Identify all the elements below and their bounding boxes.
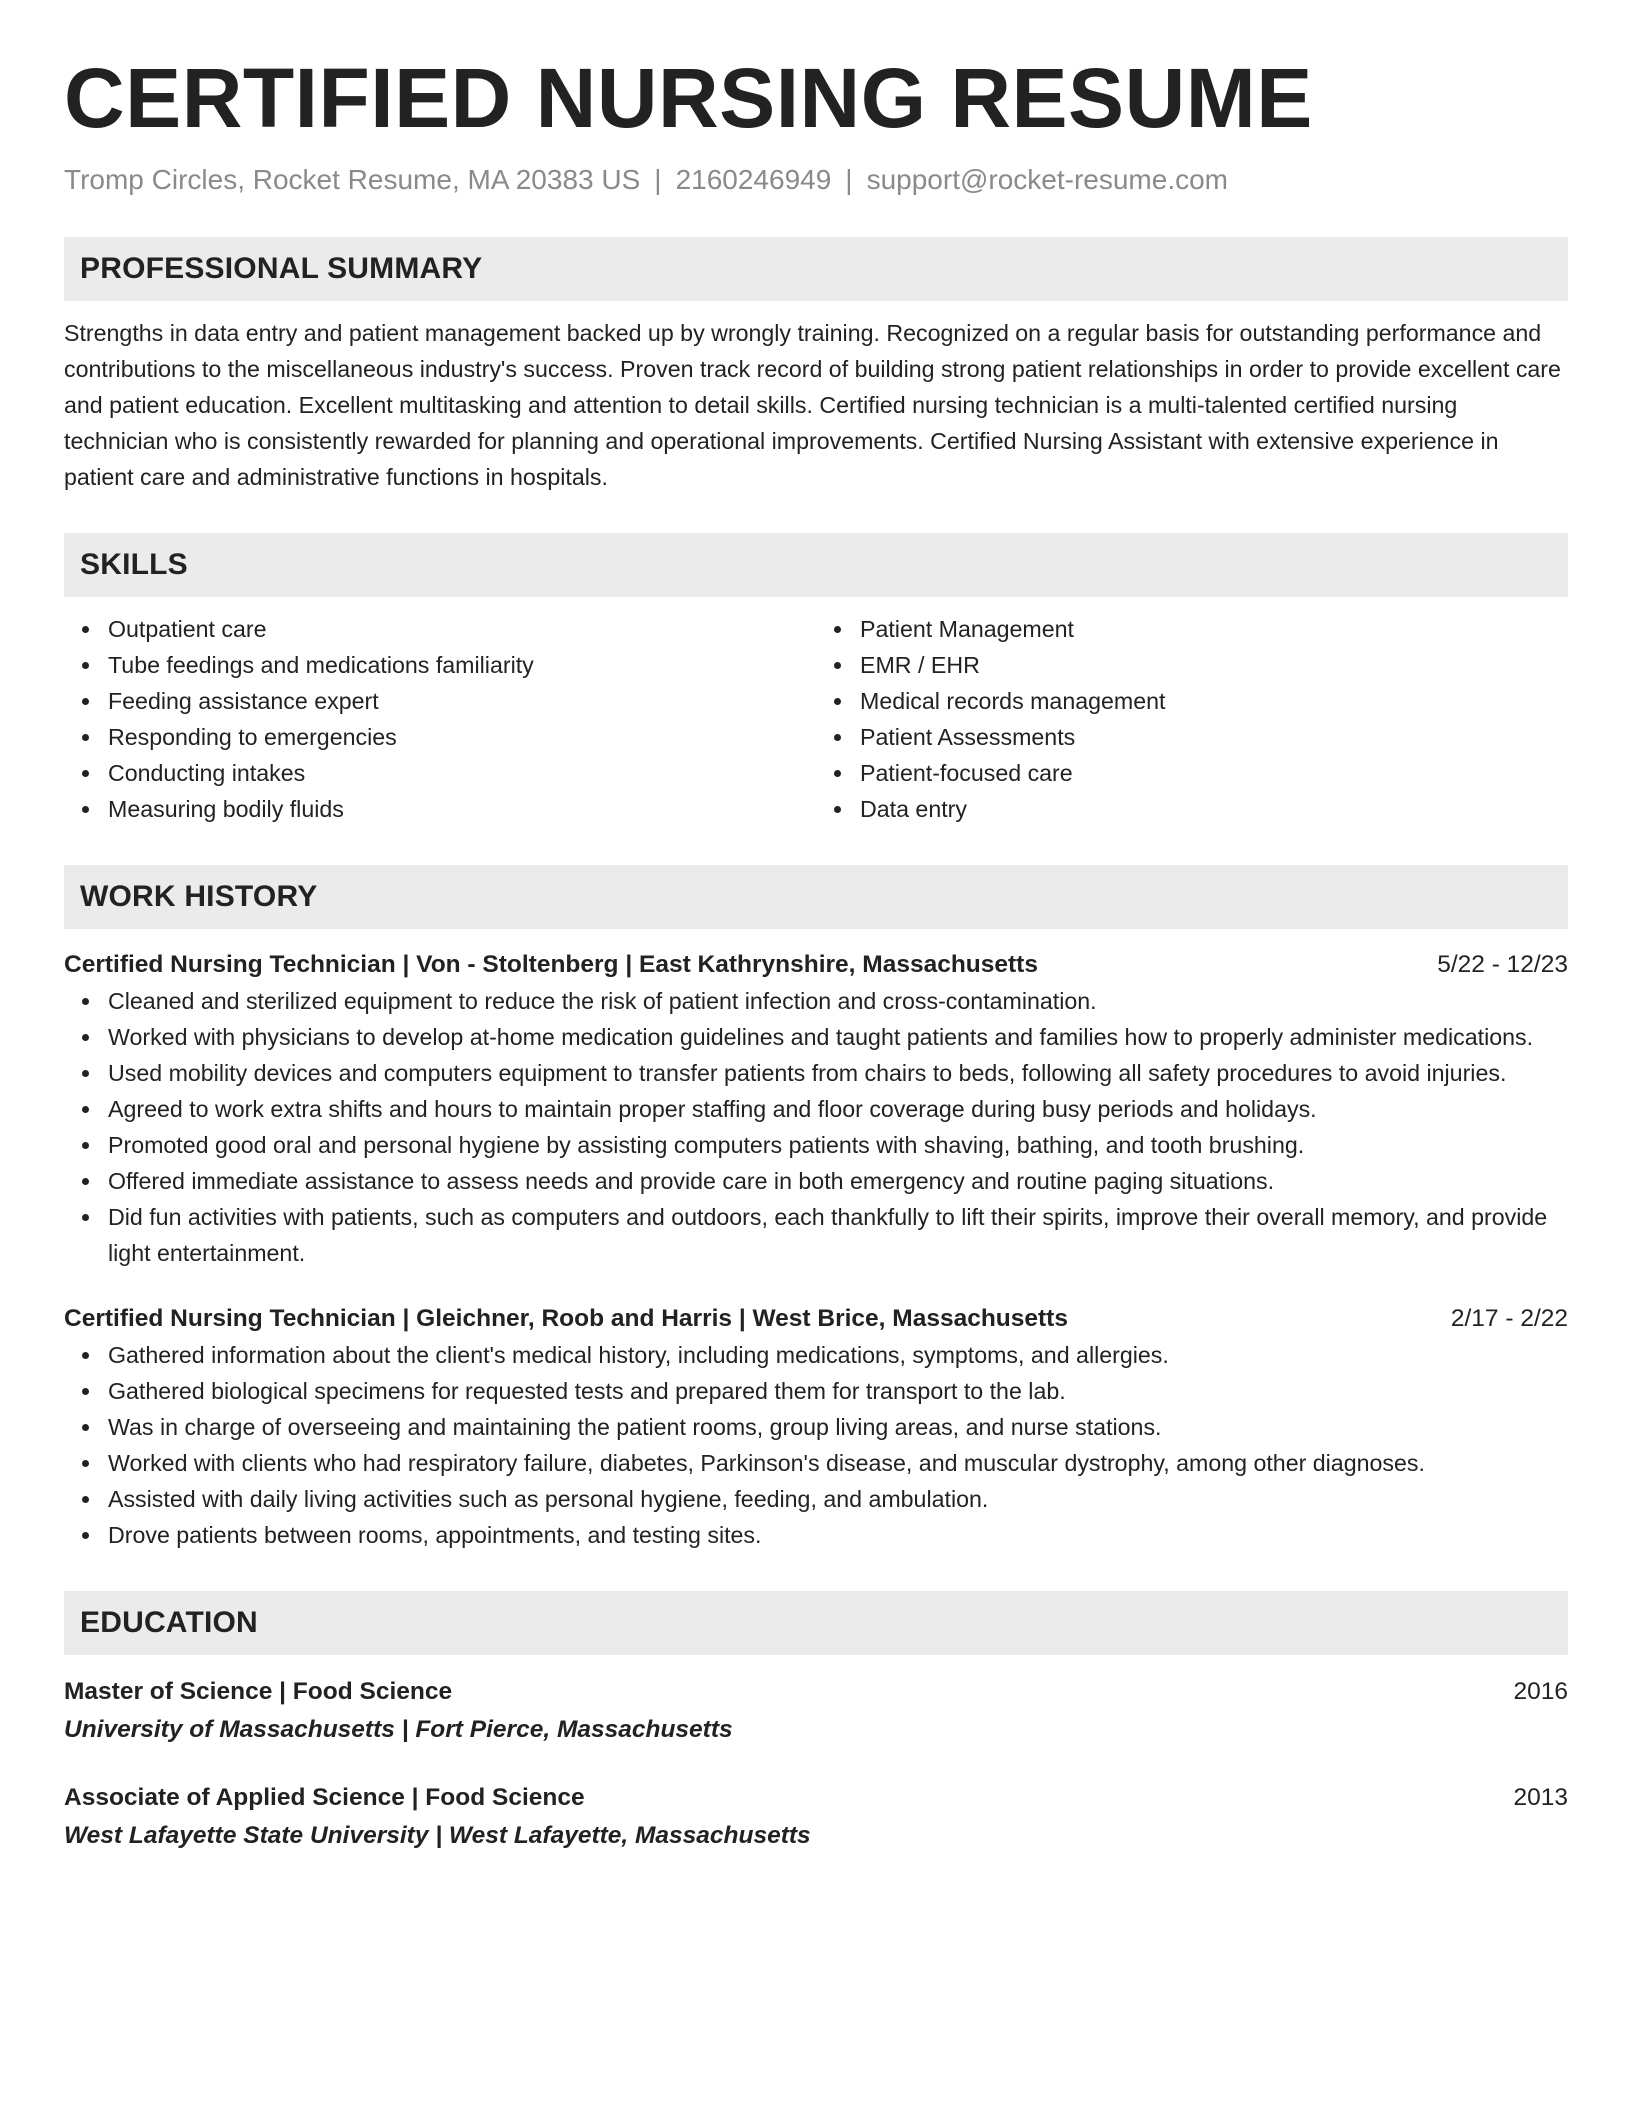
work-history-section xyxy=(64,865,1568,1553)
education-entry xyxy=(64,1779,1568,1855)
job-bullet: Was in charge of overseeing and maintaining the patient rooms, group living areas, and nurse stations. xyxy=(108,1409,1568,1445)
education-year: 2016 xyxy=(1513,1677,1568,1705)
skill-item: Tube feedings and medications familiarity xyxy=(108,647,816,683)
education-school: West Lafayette State University | West Lafayette, Massachusetts xyxy=(64,1821,811,1849)
education-heading: EDUCATION xyxy=(64,1591,1568,1655)
job-bullet: Agreed to work extra shifts and hours to maintain proper staffing and floor coverage during busy periods and holidays. xyxy=(108,1091,1568,1127)
resume-title: CERTIFIED NURSING RESUME xyxy=(64,51,1313,145)
contact-separator: | xyxy=(654,164,662,196)
contact-phone: 2160246949 xyxy=(675,164,832,196)
job-bullet: Worked with physicians to develop at-home medication guidelines and taught patients and families how to properly administer medications. xyxy=(108,1019,1568,1055)
skill-item: Medical records management xyxy=(860,683,1568,719)
skill-item: Feeding assistance expert xyxy=(108,683,816,719)
education-row xyxy=(64,1779,1568,1817)
job-title: Certified Nursing Technician | Von - Stoltenberg | East Kathrynshire, Massachusetts xyxy=(64,950,1038,978)
education-degree: Associate of Applied Science | Food Science xyxy=(64,1783,585,1811)
education-school: University of Massachusetts | Fort Pierce, Massachusetts xyxy=(64,1715,733,1743)
job-bullet: Offered immediate assistance to assess needs and provide care in both emergency and routine paging situations. xyxy=(108,1163,1568,1199)
summary-heading: PROFESSIONAL SUMMARY xyxy=(64,237,1568,301)
skill-item: Conducting intakes xyxy=(108,755,816,791)
work-history-heading: WORK HISTORY xyxy=(64,865,1568,929)
contact-address: Tromp Circles, Rocket Resume, MA 20383 US xyxy=(64,164,641,196)
contact-separator: | xyxy=(845,164,853,196)
job-bullet: Cleaned and sterilized equipment to reduce the risk of patient infection and cross-contamination. xyxy=(108,983,1568,1019)
skills-left-column xyxy=(64,611,816,827)
skill-item: Responding to emergencies xyxy=(108,719,816,755)
job-entry xyxy=(64,947,1568,1271)
job-bullet: Gathered biological specimens for requested tests and prepared them for transport to the lab. xyxy=(108,1373,1568,1409)
job-dates: 2/17 - 2/22 xyxy=(1450,1304,1568,1332)
skills-heading: SKILLS xyxy=(64,533,1568,597)
job-bullet: Drove patients between rooms, appointments, and testing sites. xyxy=(108,1517,1568,1553)
job-bullets xyxy=(64,983,1568,1271)
skill-item: Patient-focused care xyxy=(860,755,1568,791)
job-bullet: Used mobility devices and computers equipment to transfer patients from chairs to beds, following all safety procedures to avoid injuries. xyxy=(108,1055,1568,1091)
skill-item: Patient Assessments xyxy=(860,719,1568,755)
summary-section xyxy=(64,237,1568,495)
job-bullet: Worked with clients who had respiratory failure, diabetes, Parkinson's disease, and muscular dystrophy, among other diagnoses. xyxy=(108,1445,1568,1481)
job-header xyxy=(64,947,1568,983)
job-title: Certified Nursing Technician | Gleichner, Roob and Harris | West Brice, Massachusetts xyxy=(64,1304,1068,1332)
job-bullet: Gathered information about the client's medical history, including medications, symptoms, and allergies. xyxy=(108,1337,1568,1373)
skill-item: Measuring bodily fluids xyxy=(108,791,816,827)
contact-email: support@rocket-resume.com xyxy=(866,164,1229,196)
skill-item: Patient Management xyxy=(860,611,1568,647)
skills-columns xyxy=(64,611,1568,827)
education-degree: Master of Science | Food Science xyxy=(64,1677,453,1705)
job-dates: 5/22 - 12/23 xyxy=(1437,950,1568,978)
education-row xyxy=(64,1673,1568,1711)
education-year: 2013 xyxy=(1513,1783,1568,1811)
contact-line xyxy=(64,162,1568,198)
summary-text: Strengths in data entry and patient management backed up by wrongly training. Recognized on a regular basis for outstanding performance and contributions to the miscellaneous industry's success. Proven track record of building strong patient relationships in order to provide excellent care and patient education. Excellent multitasking and attention to detail skills. Certified nursing technician is a multi-talented certified nursing technician who is consistently rewarded for planning and operational improvements. Certified Nursing Assistant with extensive experience in patient care and administrative functions in hospitals. xyxy=(64,319,1561,490)
skill-item: Data entry xyxy=(860,791,1568,827)
skills-section xyxy=(64,533,1568,827)
skill-item: EMR / EHR xyxy=(860,647,1568,683)
job-header xyxy=(64,1301,1568,1337)
education-section xyxy=(64,1591,1568,1855)
job-bullet: Assisted with daily living activities such as personal hygiene, feeding, and ambulation. xyxy=(108,1481,1568,1517)
job-bullet: Promoted good oral and personal hygiene by assisting computers patients with shaving, bathing, and tooth brushing. xyxy=(108,1127,1568,1163)
skill-item: Outpatient care xyxy=(108,611,816,647)
job-entry xyxy=(64,1301,1568,1553)
education-entry xyxy=(64,1673,1568,1749)
job-bullet: Did fun activities with patients, such as computers and outdoors, each thankfully to lift their spirits, improve their overall memory, and provide light entertainment. xyxy=(108,1199,1568,1271)
job-bullets xyxy=(64,1337,1568,1553)
skills-right-column xyxy=(816,611,1568,827)
